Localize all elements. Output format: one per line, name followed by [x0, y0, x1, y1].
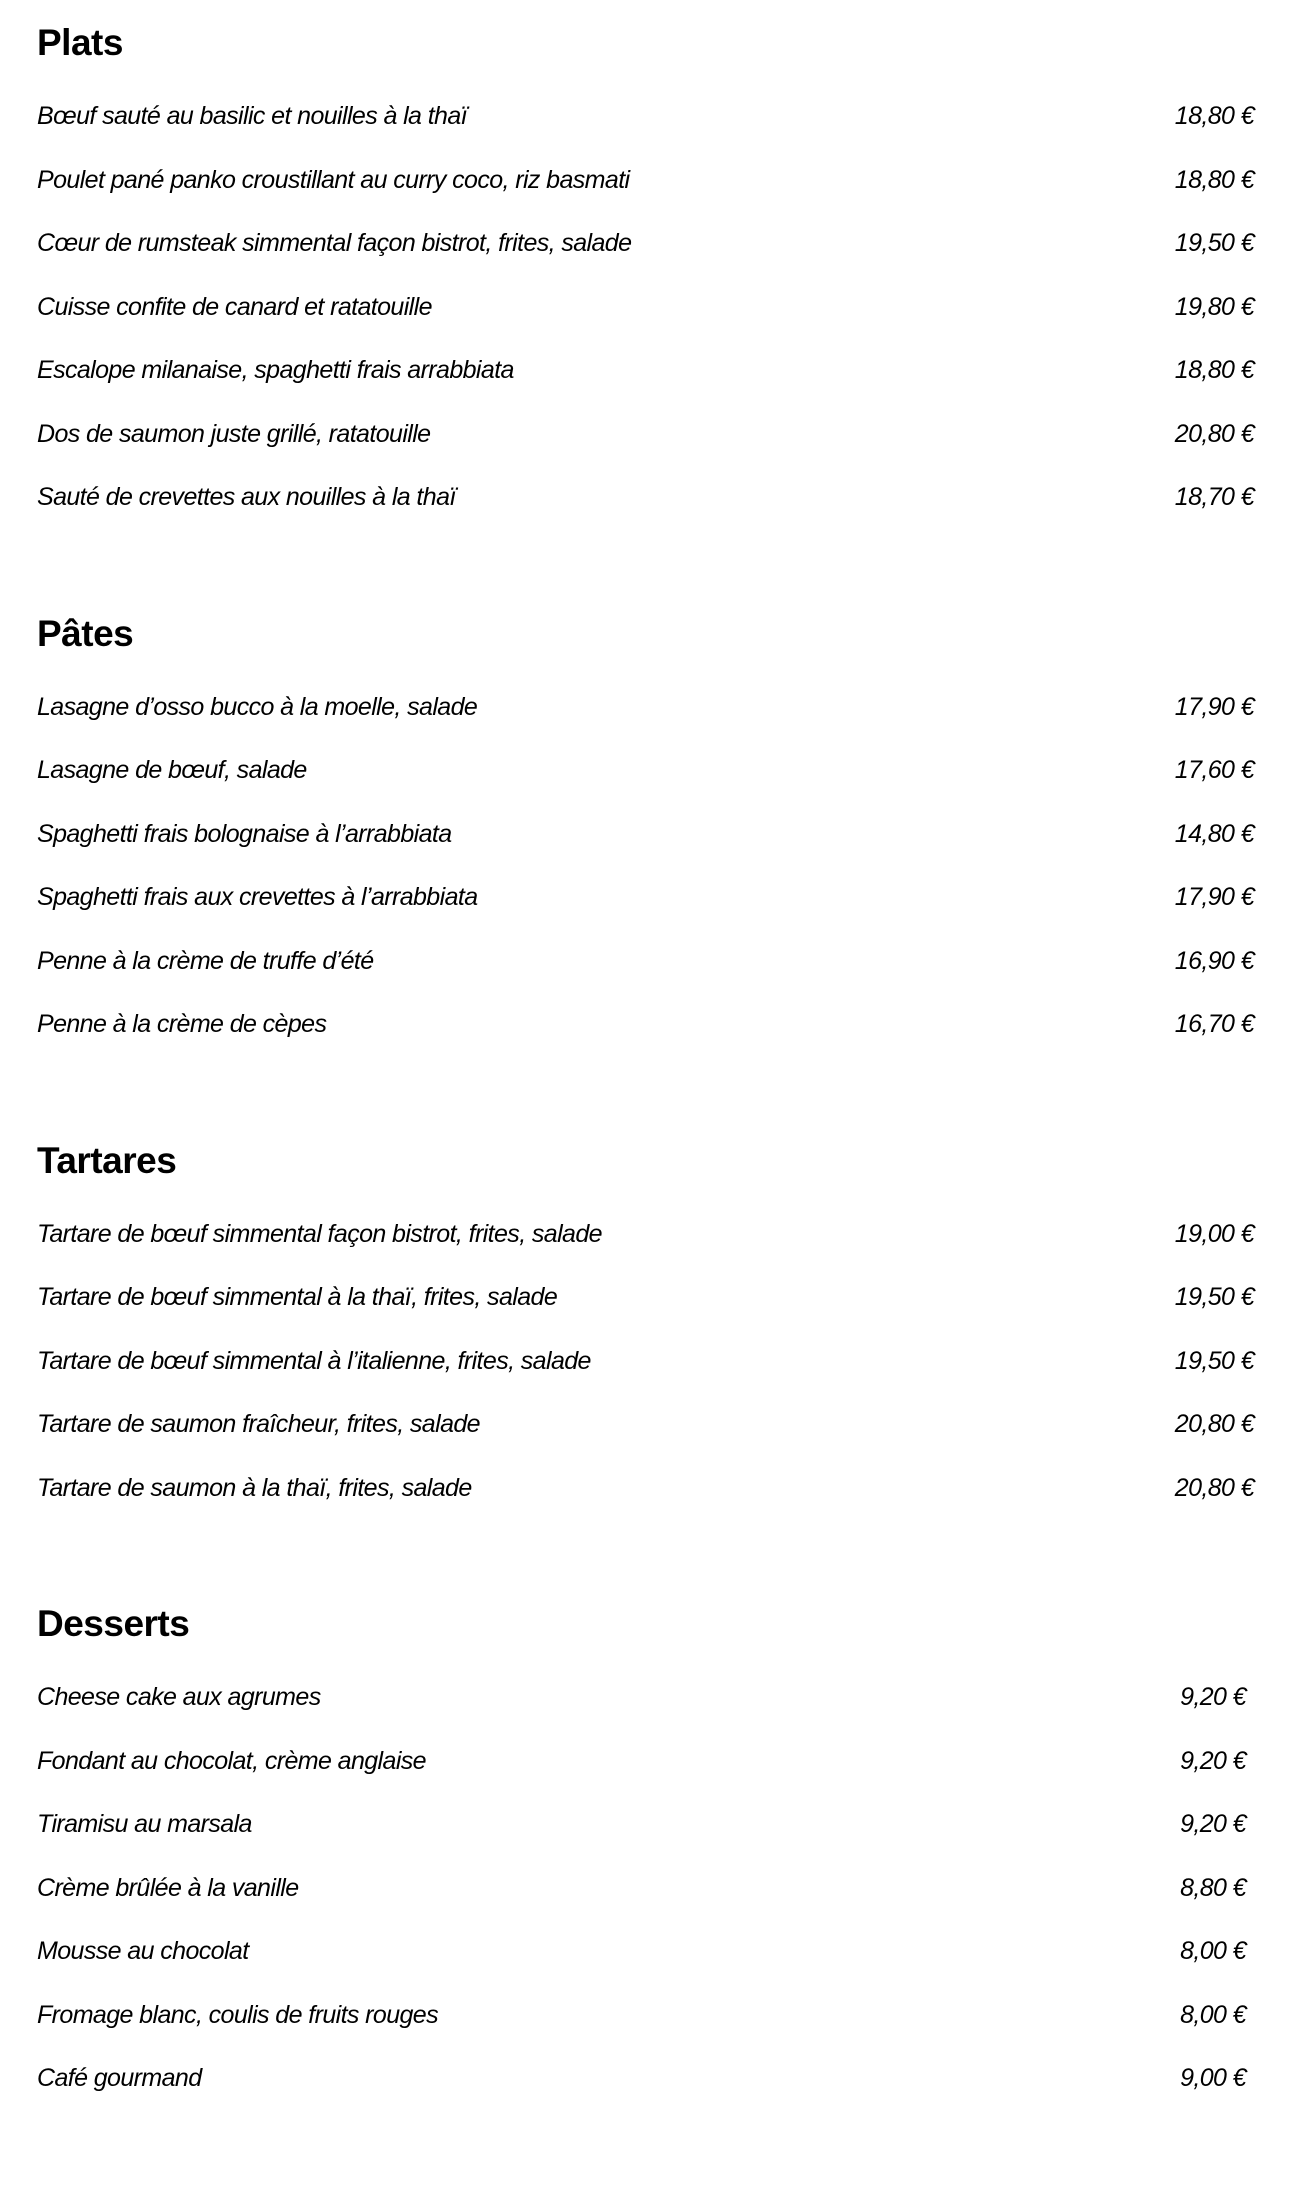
menu-item-name: Cœur de rumsteak simmental façon bistrot, frites, salade — [37, 229, 632, 257]
menu-item — [37, 466, 1290, 530]
menu-item-name: Dos de saumon juste grillé, ratatouille — [37, 419, 431, 448]
section-plats — [37, 13, 1290, 530]
menu-item-price: 8,80 € — [1180, 1873, 1246, 1902]
section-desserts — [37, 1594, 1290, 2111]
menu-item-price: 17,90 € — [1174, 883, 1254, 911]
menu-item-name: Sauté de crevettes aux nouilles à la thaï — [37, 483, 456, 511]
menu-item-name: Tartare de bœuf simmental façon bistrot, frites, salade — [37, 1219, 602, 1248]
menu-item — [37, 1920, 1290, 1984]
menu-item-price: 16,70 € — [1174, 1010, 1254, 1038]
menu-item — [37, 85, 1290, 149]
menu-item — [37, 1984, 1290, 2048]
menu-item-name: Tartare de saumon fraîcheur, frites, salade — [37, 1410, 480, 1438]
menu-item — [37, 1857, 1290, 1921]
menu-item-price: 9,00 € — [1180, 2064, 1246, 2092]
menu-item — [37, 212, 1290, 276]
menu-item — [37, 739, 1290, 803]
menu-item-name: Bœuf sauté au basilic et nouilles à la thaï — [37, 102, 468, 130]
menu-item-name: Cheese cake aux agrumes — [37, 1683, 321, 1711]
menu-item-price: 19,80 € — [1174, 292, 1254, 321]
menu-item — [37, 149, 1290, 213]
menu-item-price: 17,60 € — [1174, 756, 1254, 784]
menu — [37, 13, 1290, 2185]
menu-item-price: 8,00 € — [1180, 1937, 1246, 1965]
menu-item-name: Café gourmand — [37, 2064, 202, 2092]
menu-item-price: 20,80 € — [1174, 1473, 1254, 1502]
menu-item-name: Penne à la crème de cèpes — [37, 1010, 327, 1038]
menu-item-price: 19,00 € — [1174, 1219, 1254, 1248]
menu-item-name: Spaghetti frais bolognaise à l’arrabbiata — [37, 819, 452, 848]
menu-item-name: Crème brûlée à la vanille — [37, 1873, 299, 1902]
menu-item — [37, 339, 1290, 403]
menu-item-price: 18,80 € — [1174, 102, 1254, 130]
menu-item — [37, 1457, 1290, 1521]
menu-item-price: 19,50 € — [1174, 1346, 1254, 1375]
menu-item — [37, 276, 1290, 340]
section-heading: Tartares — [37, 1139, 177, 1181]
menu-item — [37, 676, 1290, 740]
menu-item-price: 8,00 € — [1180, 2000, 1246, 2029]
menu-item — [37, 1330, 1290, 1394]
menu-item — [37, 1793, 1290, 1857]
menu-item — [37, 803, 1290, 867]
menu-item-name: Escalope milanaise, spaghetti frais arrabbiata — [37, 356, 514, 384]
menu-item-name: Poulet pané panko croustillant au curry coco, riz basmati — [37, 165, 630, 194]
menu-item-price: 16,90 € — [1174, 946, 1254, 975]
menu-item-price: 20,80 € — [1174, 1410, 1254, 1438]
section-heading: Pâtes — [37, 612, 134, 654]
menu-item — [37, 930, 1290, 994]
menu-item-price: 14,80 € — [1174, 819, 1254, 848]
menu-item-price: 18,80 € — [1174, 356, 1254, 384]
menu-item-name: Fromage blanc, coulis de fruits rouges — [37, 2000, 439, 2029]
menu-item — [37, 1203, 1290, 1267]
menu-item-name: Spaghetti frais aux crevettes à l’arrabbiata — [37, 883, 478, 911]
menu-item-name: Fondant au chocolat, crème anglaise — [37, 1746, 426, 1775]
menu-item-price: 9,20 € — [1180, 1810, 1246, 1838]
menu-item-name: Mousse au chocolat — [37, 1937, 249, 1965]
menu-item-price: 9,20 € — [1180, 1746, 1246, 1775]
section-pates — [37, 604, 1290, 1057]
section-tartares — [37, 1131, 1290, 1521]
menu-item — [37, 1730, 1290, 1794]
menu-item-price: 17,90 € — [1174, 692, 1254, 721]
menu-item-name: Tiramisu au marsala — [37, 1810, 252, 1838]
menu-item-name: Cuisse confite de canard et ratatouille — [37, 292, 432, 321]
section-heading: Plats — [37, 22, 123, 63]
menu-item-name: Tartare de bœuf simmental à l’italienne, frites, salade — [37, 1346, 591, 1375]
menu-item-name: Lasagne de bœuf, salade — [37, 756, 307, 784]
menu-item-name: Lasagne d’osso bucco à la moelle, salade — [37, 692, 478, 721]
menu-item — [37, 1393, 1290, 1457]
menu-item-name: Tartare de saumon à la thaï, frites, salade — [37, 1473, 472, 1502]
menu-item-name: Penne à la crème de truffe d’été — [37, 946, 374, 975]
menu-item-price: 9,20 € — [1180, 1683, 1246, 1711]
menu-item — [37, 403, 1290, 467]
menu-item — [37, 1266, 1290, 1330]
menu-item-name: Tartare de bœuf simmental à la thaï, frites, salade — [37, 1283, 558, 1311]
menu-item-price: 20,80 € — [1174, 419, 1254, 448]
menu-item-price: 19,50 € — [1174, 229, 1254, 257]
menu-item — [37, 2047, 1290, 2111]
menu-item-price: 19,50 € — [1174, 1283, 1254, 1311]
menu-item-price: 18,80 € — [1174, 165, 1254, 194]
menu-item-price: 18,70 € — [1174, 483, 1254, 511]
menu-item — [37, 993, 1290, 1057]
menu-item — [37, 866, 1290, 930]
menu-item — [37, 1666, 1290, 1730]
section-heading: Desserts — [37, 1603, 190, 1644]
